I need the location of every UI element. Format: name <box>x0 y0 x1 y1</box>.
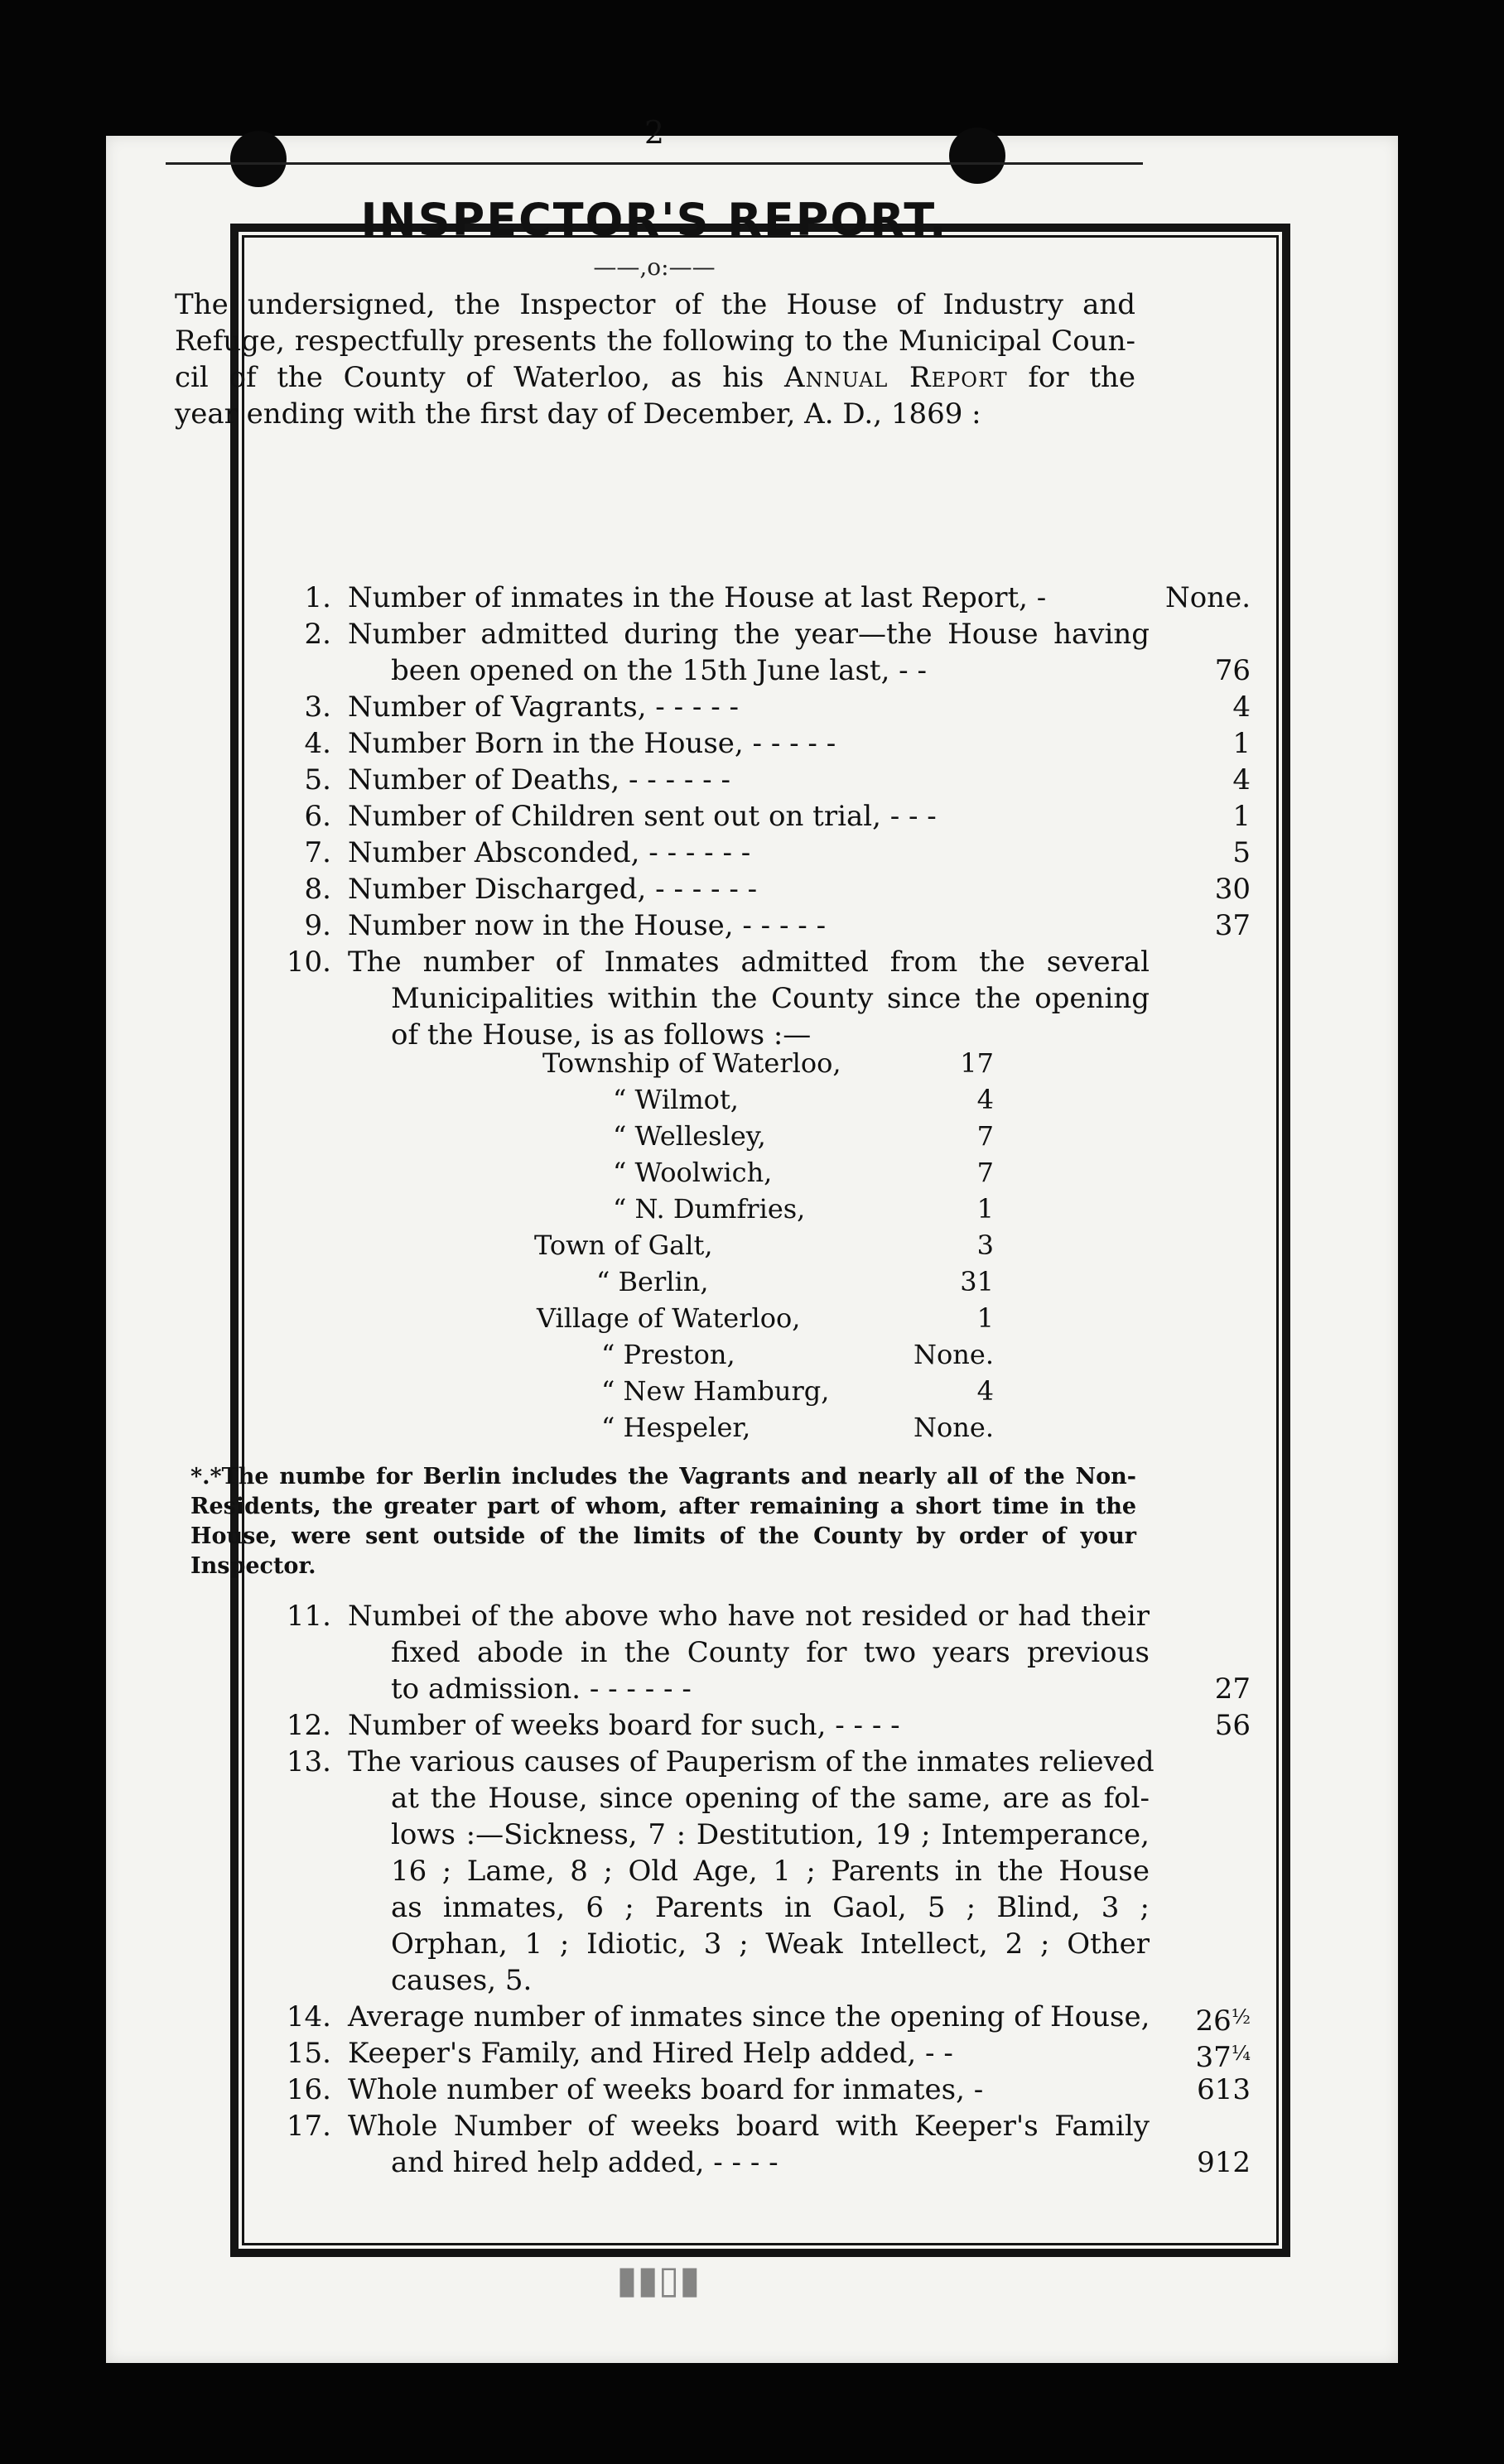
item-number: 9. <box>304 909 331 942</box>
value-whole: 26 <box>1195 2004 1232 2038</box>
municipality-name: “ Berlin, <box>596 1266 709 1297</box>
item-value: 1 <box>1232 800 1251 833</box>
item-text: Number of Children sent out on trial, - - - <box>348 800 937 833</box>
item-text: Number of Vagrants, - - - - - <box>348 691 739 724</box>
item-value: 912 <box>1197 2146 1251 2179</box>
item-text: Number of inmates in the House at last Report, - <box>348 581 1047 614</box>
item-value: 37 <box>1214 909 1251 942</box>
intro-text: for the <box>1028 361 1135 394</box>
item-text-continued: 16 ; Lame, 8 ; Old Age, 1 ; Parents in the House <box>391 1855 1150 1888</box>
item-value: 4 <box>1232 763 1251 796</box>
item-text: Number of weeks board for such, - - - - <box>348 1709 900 1742</box>
municipality-name: “ Wellesley, <box>613 1120 766 1152</box>
item-value: 5 <box>1232 836 1251 869</box>
item-value: 27 <box>1214 1672 1251 1706</box>
header-rule <box>166 162 1143 165</box>
item-value: 4 <box>1232 691 1251 724</box>
item-value: 56 <box>1214 1709 1251 1742</box>
item-text-continued: lows :—Sickness, 7 : Destitution, 19 ; Intemperance, <box>391 1818 1150 1851</box>
item-text: Number Discharged, - - - - - - <box>348 873 758 906</box>
item-number: 7. <box>304 836 331 869</box>
item-value <box>1143 2035 1251 2076</box>
value-fraction: ½ <box>1231 2005 1251 2028</box>
intro-line: Refuge, respectfully presents the following to the Municipal Coun- <box>175 325 1135 358</box>
item-number: 15. <box>286 2037 331 2070</box>
municipality-count: None. <box>913 1339 994 1370</box>
municipality-count: None. <box>913 1412 994 1443</box>
item-number: 16. <box>286 2073 331 2106</box>
item-number: 1. <box>304 581 331 614</box>
footnote <box>190 1462 1136 1581</box>
report-title: INSPECTOR'S REPORT. <box>360 194 948 246</box>
item-text-continued: to admission. - - - - - - <box>391 1672 692 1706</box>
item-number: 2. <box>304 618 331 651</box>
intro-line: year ending with the first day of December, A. D., 1869 : <box>175 397 981 431</box>
item-text-continued: fixed abode in the County for two years previous <box>391 1636 1150 1669</box>
footnote-line: Residents, the greater part of whom, after remaining a short time in the <box>190 1494 1136 1519</box>
intro-paragraph <box>175 286 1135 432</box>
value-whole: 37 <box>1195 2041 1232 2074</box>
municipality-count: 17 <box>960 1047 994 1079</box>
item-value: 30 <box>1214 873 1251 906</box>
municipality-name: “ Wilmot, <box>613 1084 739 1115</box>
ink-mark: ▮▮▯▮ <box>616 2257 701 2302</box>
item-text-continued: Orphan, 1 ; Idiotic, 3 ; Weak Intellect, 2 ; Other <box>391 1927 1150 1961</box>
item-text: Average number of inmates since the opening of House, <box>348 2000 1150 2033</box>
municipality-count: 4 <box>976 1375 994 1407</box>
municipality-count: 3 <box>976 1230 994 1261</box>
item-text-continued: Municipalities within the County since the opening <box>391 982 1150 1015</box>
municipality-name: “ Woolwich, <box>613 1157 773 1188</box>
item-number: 10. <box>286 946 331 979</box>
item-text: Number Absconded, - - - - - - <box>348 836 751 869</box>
item-value: 1 <box>1232 727 1251 760</box>
item-text-continued: at the House, since opening of the same, are as fol- <box>391 1782 1150 1815</box>
item-text-continued: of the House, is as follows :— <box>391 1018 812 1052</box>
municipality-name: “ N. Dumfries, <box>613 1193 806 1225</box>
item-number: 14. <box>286 2000 331 2033</box>
item-text: Number admitted during the year—the House having <box>348 618 1150 651</box>
item-text: Keeper's Family, and Hired Help added, - - <box>348 2037 953 2070</box>
intro-line <box>175 359 1135 396</box>
municipality-count: 7 <box>976 1120 994 1152</box>
item-text-continued: and hired help added, - - - - <box>391 2146 779 2179</box>
item-number: 6. <box>304 800 331 833</box>
item-number: 17. <box>286 2110 331 2143</box>
binding-hole-right <box>949 128 1005 184</box>
footnote-line: *.*The numbe for Berlin includes the Vagrants and nearly all of the Non- <box>190 1464 1136 1489</box>
footnote-line: House, were sent outside of the limits of the County by order of your <box>190 1523 1136 1549</box>
item-text-continued: causes, 5. <box>391 1964 533 1997</box>
municipality-count: 1 <box>976 1193 994 1225</box>
annual-report-smallcaps: Annual Report <box>784 361 1008 394</box>
footnote-line: Inspector. <box>190 1553 316 1579</box>
municipality-name: Town of Galt, <box>534 1230 713 1261</box>
title-ornament: ——,o:—— <box>593 253 716 281</box>
item-text-continued: as inmates, 6 ; Parents in Gaol, 5 ; Blind, 3 ; <box>391 1891 1150 1924</box>
item-text-continued: been opened on the 15th June last, - - <box>391 654 927 687</box>
item-text: The number of Inmates admitted from the several <box>348 946 1150 979</box>
item-number: 3. <box>304 691 331 724</box>
municipality-count: 4 <box>976 1084 994 1115</box>
intro-text: cil of the County of Waterloo, as his <box>175 361 764 394</box>
item-value: None. <box>1164 581 1251 614</box>
item-number: 12. <box>286 1709 331 1742</box>
municipality-count: 7 <box>976 1157 994 1188</box>
item-text: Number of Deaths, - - - - - - <box>348 763 730 796</box>
binding-hole-left <box>230 131 287 187</box>
municipality-count: 1 <box>976 1302 994 1334</box>
municipality-count: 31 <box>960 1266 994 1297</box>
item-value: 613 <box>1197 2073 1251 2106</box>
item-number: 5. <box>304 763 331 796</box>
item-value: 76 <box>1214 654 1251 687</box>
item-text: Number Born in the House, - - - - - <box>348 727 836 760</box>
municipality-name: Village of Waterloo, <box>537 1302 801 1334</box>
item-text: Whole Number of weeks board with Keeper's Family <box>348 2110 1150 2143</box>
item-text: Number now in the House, - - - - - <box>348 909 827 942</box>
item-number: 11. <box>286 1600 331 1633</box>
item-number: 4. <box>304 727 331 760</box>
page-number: 2 <box>644 114 665 151</box>
item-number: 8. <box>304 873 331 906</box>
item-value <box>1143 1999 1251 2039</box>
municipality-name: “ Hespeler, <box>601 1412 751 1443</box>
municipality-name: “ Preston, <box>601 1339 735 1370</box>
value-fraction: ¼ <box>1231 2042 1251 2065</box>
municipality-name: “ New Hamburg, <box>601 1375 830 1407</box>
item-number: 13. <box>286 1745 331 1778</box>
municipality-name: Township of Waterloo, <box>542 1047 841 1079</box>
item-text: The various causes of Pauperism of the inmates relieved <box>348 1745 1155 1778</box>
intro-line: The undersigned, the Inspector of the House of Industry and <box>175 288 1135 321</box>
item-text: Numbei of the above who have not resided or had their <box>348 1600 1150 1633</box>
item-text: Whole number of weeks board for inmates, - <box>348 2073 984 2106</box>
